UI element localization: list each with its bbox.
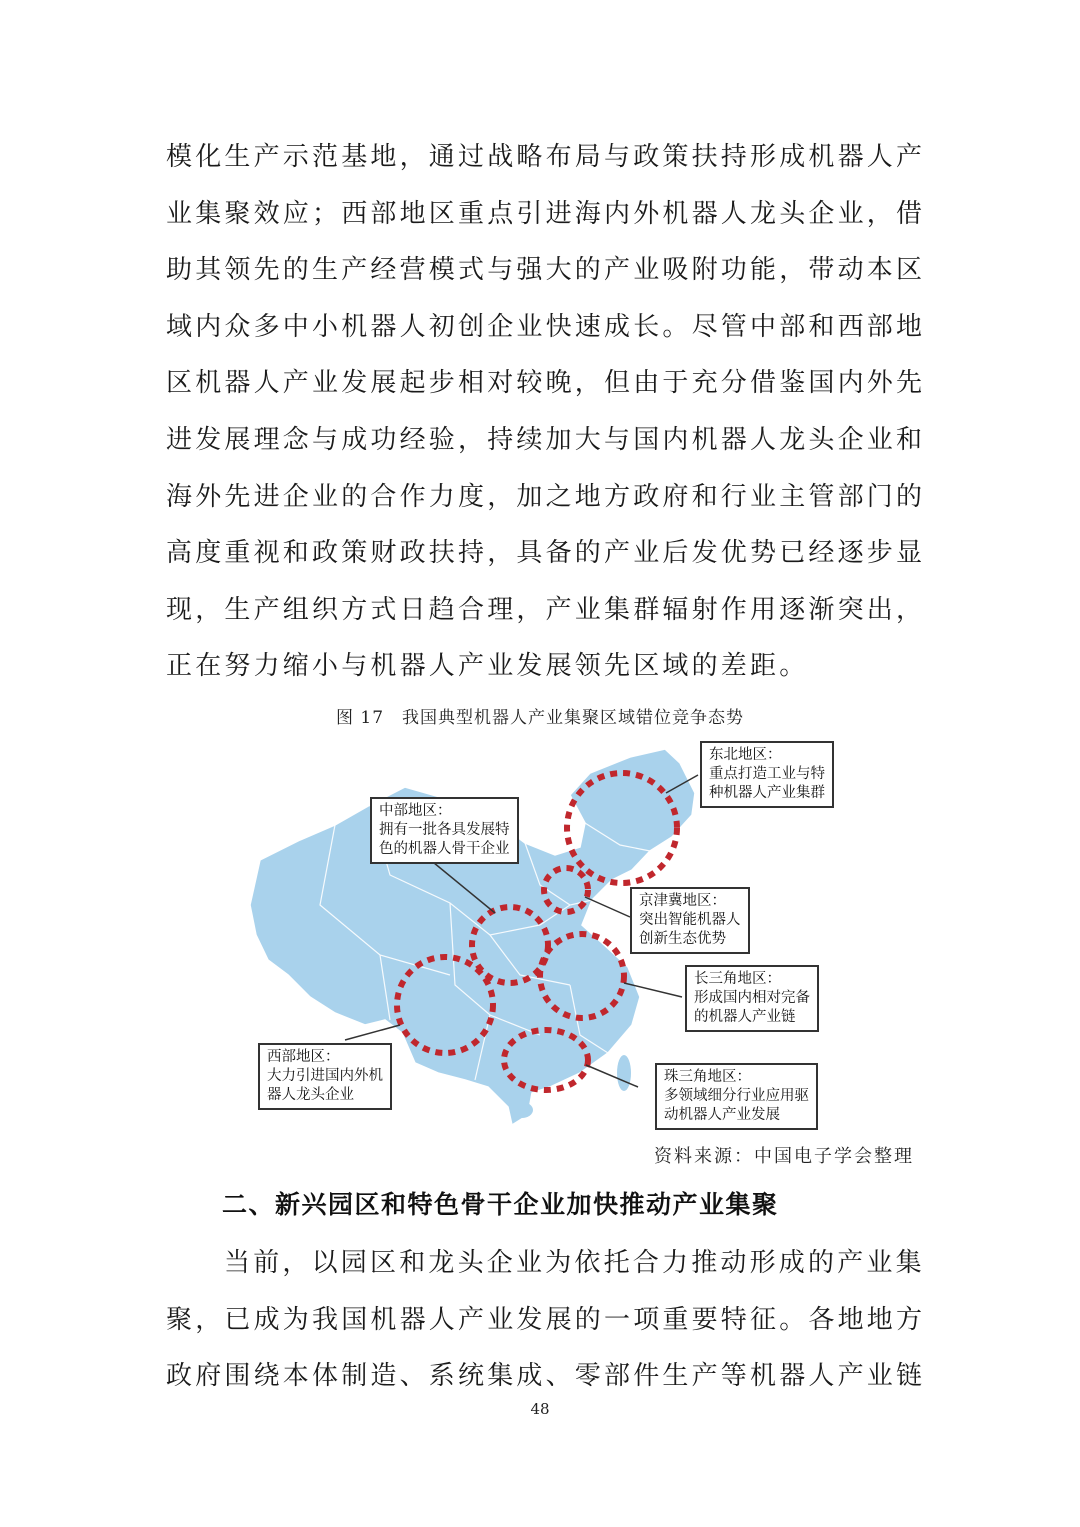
callout-title: 中部地区：	[379, 803, 452, 819]
callout-text: 种机器人产业集群	[709, 785, 825, 801]
callout-text: 大力引进国内外机	[267, 1068, 383, 1084]
text-line: 域内众多中小机器人初创企业快速成长。尽管中部和西部地	[166, 311, 926, 342]
text-line: 业集聚效应；西部地区重点引进海内外机器人龙头企业，借	[166, 198, 926, 229]
callout-text: 的机器人产业链	[694, 1009, 796, 1025]
callout-title: 东北地区：	[709, 747, 782, 763]
text-line: 高度重视和政策财政扶持，具备的产业后发优势已经逐步显	[166, 538, 926, 569]
china-map-figure	[240, 735, 850, 1135]
text-line: 进发展理念与成功经验，持续加大与国内机器人龙头企业和	[166, 424, 926, 455]
page-number: 48	[530, 1400, 550, 1418]
callout-title: 京津冀地区：	[639, 893, 726, 909]
hainan-shape	[511, 1102, 533, 1118]
callout-central	[370, 797, 519, 864]
callout-text: 多领域细分行业应用驱	[664, 1088, 809, 1104]
callout-text: 动机器人产业发展	[664, 1107, 780, 1123]
callout-text: 色的机器人骨干企业	[379, 841, 510, 857]
figure-source: 资料来源：中国电子学会整理	[654, 1146, 914, 1167]
leader-line-west	[345, 1025, 400, 1040]
body-paragraph-bottom	[166, 1235, 926, 1405]
section-heading: 二、新兴园区和特色骨干企业加快推动产业集聚	[222, 1190, 779, 1219]
text-line: 现，生产组织方式日趋合理，产业集群辐射作用逐渐突出，	[166, 594, 926, 625]
text-line: 区机器人产业发展起步相对较晚，但由于充分借鉴国内外先	[166, 368, 926, 399]
text-line: 聚，已成为我国机器人产业发展的一项重要特征。各地地方	[166, 1304, 926, 1335]
callout-text: 器人龙头企业	[267, 1087, 354, 1103]
callout-text: 突出智能机器人	[639, 912, 741, 928]
callout-yangtze	[685, 965, 819, 1032]
callout-title: 珠三角地区：	[664, 1069, 751, 1085]
taiwan-shape	[617, 1055, 631, 1091]
text-line: 模化生产示范基地，通过战略布局与政策扶持形成机器人产	[166, 142, 926, 172]
body-paragraph-top	[166, 129, 926, 695]
text-line: 当前，以园区和龙头企业为依托合力推动形成的产业集	[224, 1248, 925, 1278]
text-line: 助其领先的生产经营模式与强大的产业吸附功能，带动本区	[166, 255, 926, 286]
callout-title: 西部地区：	[267, 1049, 340, 1065]
callout-jingjinji	[630, 887, 750, 954]
callout-text: 重点打造工业与特	[709, 766, 825, 782]
callout-northeast	[700, 741, 834, 808]
callout-west	[258, 1043, 392, 1110]
text-line: 海外先进企业的合作力度，加之地方政府和行业主管部门的	[166, 481, 926, 512]
leader-line-jingjinji	[585, 897, 630, 917]
text-line: 正在努力缩小与机器人产业发展领先区域的差距。	[166, 651, 809, 682]
callout-text: 拥有一批各具发展特	[379, 822, 510, 838]
callout-pearl	[655, 1063, 818, 1130]
callout-title: 长三角地区：	[694, 971, 781, 987]
figure-caption: 图 17 我国典型机器人产业集聚区域错位竞争态势	[335, 708, 745, 728]
text-line: 政府围绕本体制造、系统集成、零部件生产等机器人产业链	[166, 1361, 926, 1392]
callout-text: 创新生态优势	[639, 931, 726, 947]
callout-text: 形成国内相对完备	[694, 990, 810, 1006]
